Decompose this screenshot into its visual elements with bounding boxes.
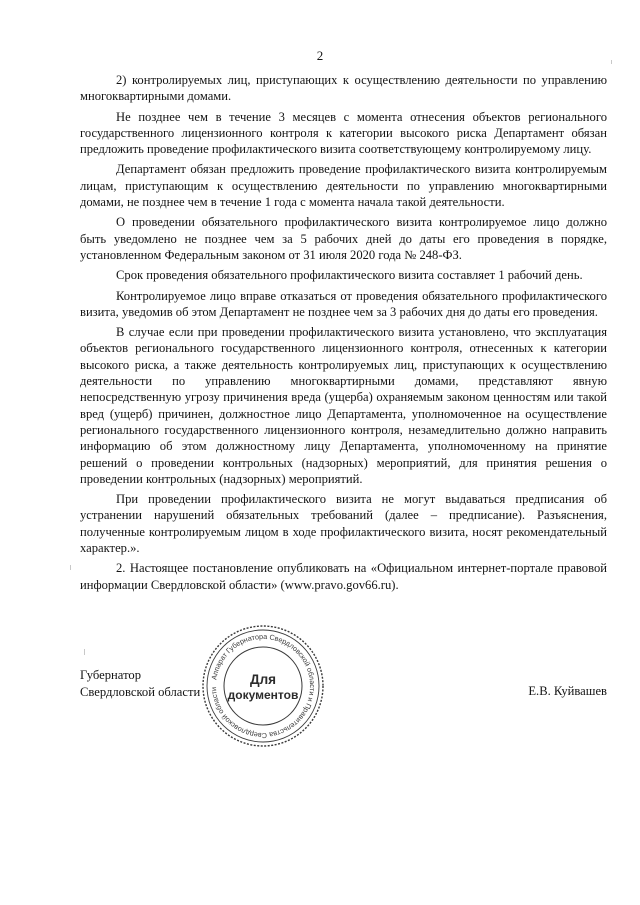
official-stamp: [201, 624, 325, 748]
paragraph: 2) контролируемых лиц, приступающих к осуществлению деятельности по управлению многоквартирными домами.: [80, 73, 607, 104]
paragraph: В случае если при проведении профилактического визита установлено, что эксплуатация объектов регионального государственного лицензионного контроля, отнесенных к категории высокого риска, а также деятельность контролируемых лиц, приступающих к осуществлению деятельности по управлению многоквартирными домами, представляют явную непосредственную угрозу причинения вреда (ущерба) охраняемым законом ценностям или такой вред (ущерб) причинен, должностное лицо Департамента, уполномоченное на осуществление регионального государственного лицензионного контроля, незамедлительно должно направить информацию об этом должностному лицу Департамента, уполномоченному на принятие решений о проведении контрольных (надзорных) мероприятий, для принятия решения о проведении контрольных (надзорных) мероприятий.: [80, 325, 607, 486]
stamp-ring-text: Аппарат Губернатора Свердловской области и Правительства Свердловской области: [208, 631, 318, 741]
scan-mark: [84, 649, 85, 655]
paragraph: При проведении профилактического визита не могут выдаваться предписания об устранении нарушений обязательных требований (далее – предписание). Разъяснения, полученные контролируемым лицом в ходе профилактического визита, носят рекомендательный характер.».: [80, 492, 607, 556]
scan-mark: [70, 565, 71, 570]
signatory-name: Е.В. Куйвашев: [528, 684, 607, 698]
signatory-title-line: Свердловской области: [80, 685, 201, 699]
signatory-title-line: Губернатор: [80, 668, 141, 682]
scan-mark: [611, 60, 612, 64]
paragraph: Департамент обязан предложить проведение профилактического визита контролируемым лицам, приступающим к осуществлению деятельности по управлению многоквартирными домами, не позднее чем в течение 1 года с момента начала такой деятельности.: [80, 162, 607, 210]
body-text: [80, 72, 607, 597]
paragraph: Не позднее чем в течение 3 месяцев с момента отнесения объектов регионального государственного лицензионного контроля к категории высокого риска Департамент обязан предложить проведение профилактического визита соответствующему контролируемому лицу.: [80, 109, 607, 157]
paragraph: О проведении обязательного профилактического визита контролируемое лицо должно быть уведомлено не позднее чем за 5 рабочих дней до даты его проведения в порядке, установленном Федеральным законом от 31 июля 2020 года № 248-ФЗ.: [80, 215, 607, 262]
paragraph: Контролируемое лицо вправе отказаться от проведения обязательного профилактического визита, уведомив об этом Департамент не позднее чем за 3 рабочих дня до даты его проведения.: [80, 288, 607, 319]
paragraph: 2. Настоящее постановление опубликовать на «Официальном интернет-портале правовой информации Свердловской области» (www.pravo.gov66.ru).: [80, 561, 607, 592]
stamp-center-line: Для: [249, 672, 277, 687]
stamp-center-line: документов: [227, 688, 299, 702]
signatory-title: [80, 667, 200, 701]
paragraph: Срок проведения обязательного профилактического визита составляет 1 рабочий день.: [116, 268, 583, 283]
page-number: 2: [316, 48, 324, 63]
